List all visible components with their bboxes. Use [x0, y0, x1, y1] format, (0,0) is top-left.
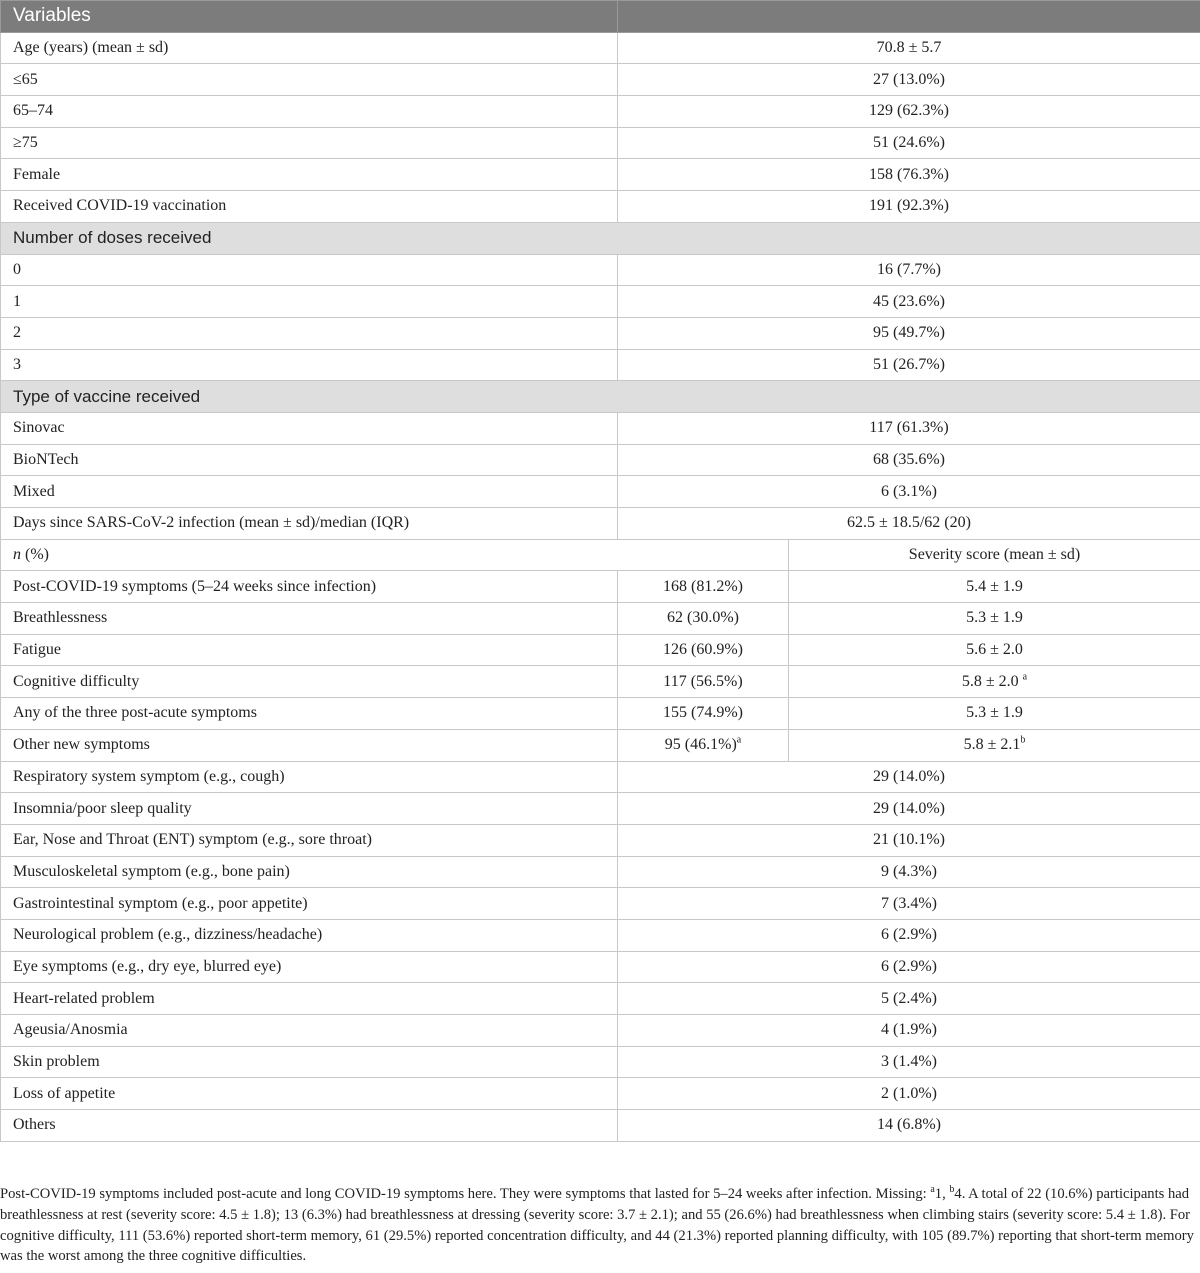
symptom-header-row	[1, 539, 1200, 571]
doses-section-heading-title: Number of doses received	[1, 222, 1200, 254]
row-label: Respiratory system symptom (e.g., cough)	[1, 761, 618, 793]
symptom-n	[618, 729, 789, 761]
vaccine-row	[1, 412, 1200, 444]
row-value: 2 (1.0%)	[618, 1078, 1200, 1110]
row-value: 51 (26.7%)	[618, 349, 1200, 381]
row-value: 27 (13.0%)	[618, 64, 1200, 96]
symptom-severity	[789, 571, 1200, 603]
symptom-row	[1, 603, 1200, 635]
demographic-row	[1, 191, 1200, 223]
other-symptom-row	[1, 856, 1200, 888]
demographic-row	[1, 64, 1200, 96]
demographic-row	[1, 127, 1200, 159]
symptom-severity-value: 5.8 ± 2.1	[963, 736, 1021, 754]
symptom-n-value: 95 (46.1%)	[664, 736, 737, 754]
symptom-n-value: 62 (30.0%)	[667, 609, 739, 627]
symptom-n	[618, 698, 789, 730]
symptom-severity-sup: b	[1020, 734, 1026, 746]
symptom-severity-sup: a	[1022, 671, 1028, 683]
footnote-part2: 4. A total of 22 (10.6%) participants had breathlessness at rest (severity score: 4.5 ± 1.8); 13 (6.3%) had breathlessness at dressing (severity score: 3.7 ± 2.1); and 55 (26.6%) had breathlessness when climbing stairs (severity score: 5.4 ± 1.8). For cognitive difficulty, 111 (53.6%) reported short-term memory, 61 (29.5%) reported concentration difficulty, and 44 (21.3%) reported planning difficulty, with 105 (89.7%) reporting that short-term memory was the worst among the three cognitive difficulties.	[0, 1186, 1194, 1265]
row-label: Neurological problem (e.g., dizziness/headache)	[1, 919, 618, 951]
other-symptom-row	[1, 793, 1200, 825]
row-label: Others	[1, 1110, 618, 1142]
symptom-label: Cognitive difficulty	[1, 666, 618, 698]
other-symptom-row	[1, 888, 1200, 920]
row-value: 29 (14.0%)	[618, 793, 1200, 825]
row-label: 1	[1, 286, 618, 318]
footnote-missing-a: 1,	[934, 1186, 950, 1202]
row-value: 14 (6.8%)	[618, 1110, 1200, 1142]
symptom-row	[1, 571, 1200, 603]
symptom-label: Any of the three post-acute symptoms	[1, 698, 618, 730]
symptom-severity	[789, 603, 1200, 635]
symptom-label: Other new symptoms	[1, 729, 618, 761]
vaccine-row	[1, 476, 1200, 508]
row-value: 51 (24.6%)	[618, 127, 1200, 159]
dose-row	[1, 349, 1200, 381]
row-value: 45 (23.6%)	[618, 286, 1200, 318]
vaccine-section-heading-title: Type of vaccine received	[1, 381, 1200, 413]
other-symptom-row	[1, 951, 1200, 983]
demographic-row	[1, 32, 1200, 64]
demographic-row	[1, 96, 1200, 128]
row-label: 3	[1, 349, 618, 381]
vaccine-section-heading	[1, 381, 1200, 413]
row-label: 65–74	[1, 96, 618, 128]
symptom-severity	[789, 634, 1200, 666]
row-value: 7 (3.4%)	[618, 888, 1200, 920]
other-symptom-row	[1, 761, 1200, 793]
dose-row	[1, 317, 1200, 349]
table-footnote	[0, 1184, 1196, 1267]
other-symptom-row	[1, 1046, 1200, 1078]
symptom-label: Post-COVID-19 symptoms (5–24 weeks since infection)	[1, 571, 618, 603]
other-symptom-row	[1, 1110, 1200, 1142]
header-empty-cell	[618, 1, 1200, 33]
symptom-n-value: 168 (81.2%)	[663, 577, 743, 595]
row-label: 2	[1, 317, 618, 349]
doses-section-heading	[1, 222, 1200, 254]
row-label: Ear, Nose and Throat (ENT) symptom (e.g., sore throat)	[1, 824, 618, 856]
row-label: ≤65	[1, 64, 618, 96]
other-symptom-row	[1, 1015, 1200, 1047]
row-label: Days since SARS-CoV-2 infection (mean ± sd)/median (IQR)	[1, 508, 618, 540]
row-value: 16 (7.7%)	[618, 254, 1200, 286]
dose-row	[1, 254, 1200, 286]
symptom-severity-value: 5.6 ± 2.0	[966, 641, 1023, 659]
row-value: 95 (49.7%)	[618, 317, 1200, 349]
other-symptom-row	[1, 983, 1200, 1015]
row-label: Musculoskeletal symptom (e.g., bone pain)	[1, 856, 618, 888]
row-value: 129 (62.3%)	[618, 96, 1200, 128]
row-value: 3 (1.4%)	[618, 1046, 1200, 1078]
row-label: Received COVID-19 vaccination	[1, 191, 618, 223]
symptom-severity-value: 5.3 ± 1.9	[966, 704, 1023, 722]
footnote-sup-a: a	[930, 1184, 935, 1196]
row-label: ≥75	[1, 127, 618, 159]
other-symptom-row	[1, 919, 1200, 951]
symptom-severity	[789, 729, 1200, 761]
footnote-part1: Post-COVID-19 symptoms included post-acute and long COVID-19 symptoms here. They were symptoms that lasted for 5–24 weeks after infection. Missing:	[0, 1186, 931, 1202]
symptom-row	[1, 698, 1200, 730]
row-value: 62.5 ± 18.5/62 (20)	[618, 508, 1200, 540]
symptom-label: Breathlessness	[1, 603, 618, 635]
symptom-n-value: 155 (74.9%)	[663, 704, 743, 722]
other-symptom-row	[1, 1078, 1200, 1110]
symptom-n-value: 126 (60.9%)	[663, 641, 743, 659]
symptom-severity-value: 5.3 ± 1.9	[966, 609, 1023, 627]
table-body	[1, 1, 1200, 1142]
row-label: Sinovac	[1, 412, 618, 444]
severity-header: Severity score (mean ± sd)	[789, 539, 1200, 571]
n-percent-header	[1, 539, 789, 571]
row-label: Loss of appetite	[1, 1078, 618, 1110]
symptom-severity-value: 5.4 ± 1.9	[966, 577, 1023, 595]
symptom-row	[1, 634, 1200, 666]
symptom-severity-value: 5.8 ± 2.0	[961, 672, 1023, 690]
row-label: Insomnia/poor sleep quality	[1, 793, 618, 825]
row-label: Gastrointestinal symptom (e.g., poor appetite)	[1, 888, 618, 920]
footnote-sup-b: b	[949, 1184, 955, 1196]
row-label: Heart-related problem	[1, 983, 618, 1015]
row-label: Skin problem	[1, 1046, 618, 1078]
n-rest: (%)	[21, 546, 49, 564]
symptom-n-sup: a	[736, 734, 742, 746]
vaccine-row	[1, 508, 1200, 540]
row-value: 6 (2.9%)	[618, 919, 1200, 951]
dose-row	[1, 286, 1200, 318]
row-value: 9 (4.3%)	[618, 856, 1200, 888]
symptom-n-value: 117 (56.5%)	[663, 672, 743, 690]
row-value: 6 (3.1%)	[618, 476, 1200, 508]
header-variables: Variables	[1, 1, 618, 33]
row-label: BioNTech	[1, 444, 618, 476]
symptom-n	[618, 634, 789, 666]
row-value: 21 (10.1%)	[618, 824, 1200, 856]
vaccine-row	[1, 444, 1200, 476]
row-value: 191 (92.3%)	[618, 191, 1200, 223]
symptom-n	[618, 666, 789, 698]
row-label: Female	[1, 159, 618, 191]
demographic-row	[1, 159, 1200, 191]
symptom-row	[1, 666, 1200, 698]
row-label: Age (years) (mean ± sd)	[1, 32, 618, 64]
row-value: 70.8 ± 5.7	[618, 32, 1200, 64]
row-label: Ageusia/Anosmia	[1, 1015, 618, 1047]
row-value: 6 (2.9%)	[618, 951, 1200, 983]
other-symptom-row	[1, 824, 1200, 856]
symptom-severity	[789, 698, 1200, 730]
row-label: Eye symptoms (e.g., dry eye, blurred eye)	[1, 951, 618, 983]
symptom-n	[618, 603, 789, 635]
row-value: 4 (1.9%)	[618, 1015, 1200, 1047]
row-label: 0	[1, 254, 618, 286]
row-value: 68 (35.6%)	[618, 444, 1200, 476]
symptom-label: Fatigue	[1, 634, 618, 666]
symptom-row	[1, 729, 1200, 761]
symptom-severity	[789, 666, 1200, 698]
row-value: 5 (2.4%)	[618, 983, 1200, 1015]
symptom-n	[618, 571, 789, 603]
n-italic: n	[13, 546, 21, 564]
row-label: Mixed	[1, 476, 618, 508]
row-value: 29 (14.0%)	[618, 761, 1200, 793]
table-header-row	[1, 1, 1200, 33]
row-value: 117 (61.3%)	[618, 412, 1200, 444]
row-value: 158 (76.3%)	[618, 159, 1200, 191]
